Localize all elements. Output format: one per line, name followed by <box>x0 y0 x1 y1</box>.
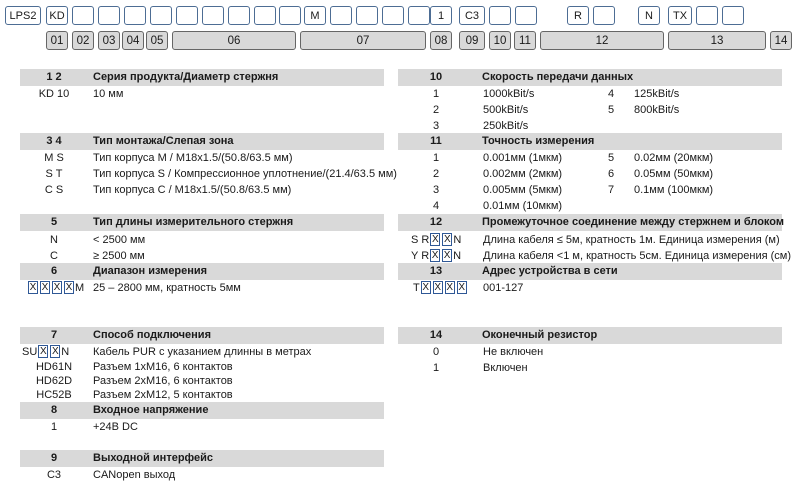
section-number: 7 <box>50 329 58 341</box>
section-number: 6 <box>50 265 58 277</box>
option-description: 0.001мм (1мкм) <box>483 152 563 164</box>
section-header-rod-length-type <box>20 214 384 231</box>
option-description: Разъем 2xM12, 5 контактов <box>93 389 233 401</box>
position-number: 02 <box>72 31 94 50</box>
section-header-termination-resistor <box>398 327 782 344</box>
position-number: 13 <box>668 31 766 50</box>
section-title: Входное напряжение <box>93 404 209 416</box>
code-box <box>515 6 537 25</box>
option-description: 800kBit/s <box>634 104 680 116</box>
section-header-connection <box>20 327 384 344</box>
code-box: KD <box>46 6 68 25</box>
section-title: Тип монтажа/Слепая зона <box>93 135 234 147</box>
option-code: 5 <box>607 104 615 116</box>
code-suffix: N <box>453 234 462 246</box>
option-description: ≥ 2500 мм <box>93 250 145 262</box>
option-description: Разъем 2xM16, 6 контактов <box>93 375 233 387</box>
option-description: 0.05мм (50мкм) <box>634 168 714 180</box>
section-header-mounting <box>20 133 384 150</box>
option-code: 0 <box>432 346 440 358</box>
option-description: CANopen выход <box>93 469 176 481</box>
code-box <box>150 6 172 25</box>
section-header-intermediate-connection <box>398 214 782 231</box>
position-number: 11 <box>514 31 536 50</box>
option-code: 4 <box>607 88 615 100</box>
section-number: 3 4 <box>46 135 62 147</box>
section-number: 11 <box>430 135 442 147</box>
code-placeholder-box: X <box>431 250 439 261</box>
option-code: C <box>50 250 58 262</box>
option-code: HC52B <box>36 389 72 401</box>
option-description: 0.005мм (5мкм) <box>483 184 563 196</box>
section-header-product-series <box>20 69 384 86</box>
section-header-device-address <box>398 263 782 280</box>
option-code: 1 <box>432 88 440 100</box>
code-box <box>593 6 615 25</box>
option-description: Тип корпуса М / M18x1.5/(50.8/63.5 мм) <box>93 152 293 164</box>
code-placeholder-box: X <box>434 282 442 293</box>
position-number: 10 <box>489 31 511 50</box>
option-description: 10 мм <box>93 88 124 100</box>
code-placeholder-box: X <box>432 234 439 245</box>
option-code: 2 <box>432 104 440 116</box>
option-description: Тип корпуса S / Компрессионное уплотнение/(21.4/63.5 мм) <box>93 168 397 180</box>
option-description: Разъем 1xM16, 6 контактов <box>93 361 233 373</box>
option-code-template <box>411 233 481 247</box>
position-number: 14 <box>770 31 792 50</box>
option-description: 25 – 2800 мм, кратность 5мм <box>93 282 241 294</box>
position-number: 03 <box>98 31 120 50</box>
option-code: 6 <box>607 168 615 180</box>
code-prefix: S R <box>411 234 430 246</box>
section-title: Диапазон измерения <box>93 265 208 277</box>
position-number: 08 <box>430 31 452 50</box>
code-box <box>408 6 430 25</box>
code-box <box>228 6 250 25</box>
code-placeholder-box: X <box>65 282 73 293</box>
code-box <box>124 6 146 25</box>
option-code: N <box>50 234 58 246</box>
section-header-supply-voltage <box>20 402 384 419</box>
code-box: R <box>567 6 589 25</box>
option-description: 125kBit/s <box>634 88 680 100</box>
option-code: M S <box>44 152 64 164</box>
code-box <box>356 6 378 25</box>
code-placeholder-box: X <box>444 234 451 245</box>
code-placeholder-box: X <box>443 250 451 261</box>
section-title: Адрес устройства в сети <box>482 265 618 277</box>
code-suffix: N <box>61 346 70 358</box>
option-description: Включен <box>483 362 528 374</box>
section-number: 1 2 <box>46 71 62 83</box>
section-header-baud-rate <box>398 69 782 86</box>
option-code: 3 <box>432 120 440 132</box>
code-placeholder-box: X <box>422 282 430 293</box>
code-box: 1 <box>430 6 452 25</box>
option-description: < 2500 мм <box>93 234 146 246</box>
section-title: Промежуточное соединение между стержнем и блоком <box>482 216 784 228</box>
option-description: 001-127 <box>483 282 524 294</box>
code-box: TX <box>668 6 692 25</box>
option-code-template <box>411 249 481 263</box>
section-number: 14 <box>429 329 443 341</box>
code-box <box>202 6 224 25</box>
option-code: C S <box>44 184 64 196</box>
code-box <box>382 6 404 25</box>
code-box <box>489 6 511 25</box>
option-description: Тип корпуса С / M18x1.5/(50.8/63.5 мм) <box>93 184 292 196</box>
code-placeholder-box: X <box>446 282 454 293</box>
code-box: M <box>304 6 326 25</box>
section-number: 9 <box>50 452 58 464</box>
option-code-template <box>413 281 483 295</box>
code-box <box>72 6 94 25</box>
code-placeholder-box: X <box>41 282 49 293</box>
option-description: 500kBit/s <box>483 104 529 116</box>
code-prefix: SU <box>22 346 38 358</box>
code-placeholder-box: X <box>51 346 59 357</box>
section-number: 8 <box>50 404 58 416</box>
option-description: Длина кабеля <1 м, кратность 5см. Единица измерения (см) <box>483 250 792 262</box>
section-title: Скорость передачи данных <box>482 71 634 83</box>
option-description: Кабель PUR с указанием длинны в метрах <box>93 346 312 358</box>
code-suffix: N <box>453 250 462 262</box>
position-number: 12 <box>540 31 664 50</box>
option-code: 5 <box>607 152 615 164</box>
code-placeholder-box: X <box>29 282 37 293</box>
position-number: 09 <box>459 31 485 50</box>
option-description: Длина кабеля ≤ 5м, кратность 1м. Единица измерения (м) <box>483 234 780 246</box>
section-title: Серия продукта/Диаметр стержня <box>93 71 279 83</box>
code-box <box>696 6 718 25</box>
position-number: 07 <box>300 31 426 50</box>
option-code: HD62D <box>35 375 73 387</box>
section-number: 13 <box>429 265 443 277</box>
option-code: 3 <box>432 184 440 196</box>
option-code: 4 <box>432 200 440 212</box>
option-code: 2 <box>432 168 440 180</box>
section-number: 5 <box>50 216 58 228</box>
option-code: 1 <box>432 362 440 374</box>
option-description: +24В DC <box>93 421 138 433</box>
option-code-template <box>22 345 92 359</box>
section-number: 12 <box>429 216 443 228</box>
section-title: Оконечный резистор <box>482 329 598 341</box>
code-box <box>330 6 352 25</box>
section-title: Выходной интерфейс <box>93 452 214 464</box>
position-number: 05 <box>146 31 168 50</box>
section-number: 10 <box>429 71 443 83</box>
code-box: N <box>638 6 660 25</box>
position-number: 06 <box>172 31 296 50</box>
position-number: 04 <box>122 31 144 50</box>
option-description: 0.002мм (2мкм) <box>483 168 563 180</box>
code-box <box>254 6 276 25</box>
section-header-measuring-range <box>20 263 384 280</box>
option-description: 250kBit/s <box>483 120 529 132</box>
option-code: HD61N <box>35 361 73 373</box>
code-box <box>279 6 301 25</box>
option-code: S T <box>45 168 63 180</box>
option-code: 7 <box>607 184 615 196</box>
option-description: 0.02мм (20мкм) <box>634 152 714 164</box>
option-code: C3 <box>46 469 62 481</box>
code-placeholder-box: X <box>53 282 61 293</box>
code-placeholder-box: X <box>458 282 466 293</box>
option-code: KD 10 <box>38 88 70 100</box>
option-description: Не включен <box>483 346 544 358</box>
code-box: LPS2 <box>5 6 41 25</box>
code-placeholder-box: X <box>39 346 47 357</box>
section-title: Способ подключения <box>93 329 211 341</box>
section-title: Тип длины измерительного стержня <box>93 216 294 228</box>
option-code: 1 <box>432 152 440 164</box>
option-description: 0.1мм (100мкм) <box>634 184 714 196</box>
position-number: 01 <box>46 31 68 50</box>
code-box <box>176 6 198 25</box>
code-prefix: Y R <box>411 250 430 262</box>
section-header-output-interface <box>20 450 384 467</box>
option-description: 1000kBit/s <box>483 88 535 100</box>
code-box: C3 <box>459 6 485 25</box>
option-description: 0.01мм (10мкм) <box>483 200 563 212</box>
option-code: 1 <box>50 421 58 433</box>
code-suffix: M <box>75 282 85 294</box>
code-box <box>722 6 744 25</box>
option-code-template <box>27 281 97 295</box>
code-box <box>98 6 120 25</box>
section-title: Точность измерения <box>482 135 595 147</box>
code-prefix: T <box>413 282 420 294</box>
section-header-accuracy <box>398 133 782 150</box>
